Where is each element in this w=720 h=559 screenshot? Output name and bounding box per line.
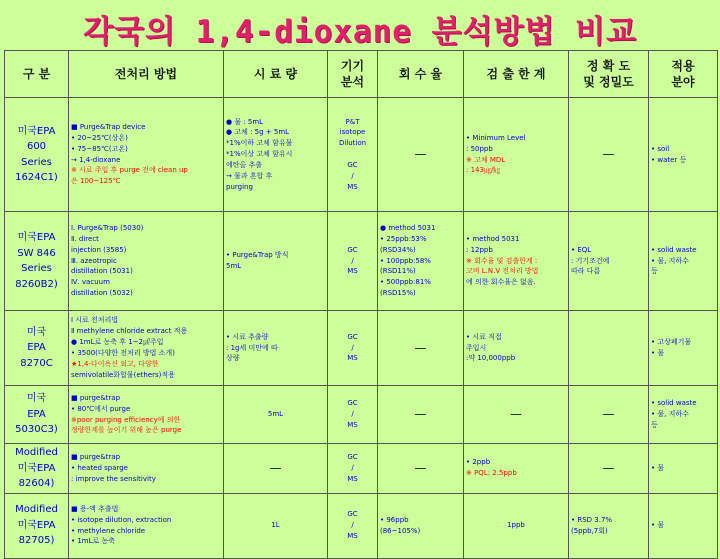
text-line: : 50ppb	[466, 144, 493, 153]
pretreatment-cell	[69, 444, 224, 494]
recovery-cell	[378, 98, 464, 212]
text-line: • 75~85℃(고온)	[71, 144, 128, 153]
header-instrument	[328, 51, 378, 98]
text-line: • 80℃에서 purge	[71, 404, 131, 413]
pretreatment-cell	[69, 311, 224, 386]
field-cell	[649, 98, 718, 212]
sample-amount-cell-text: • Purge&Trap 방식 5mL	[226, 251, 289, 270]
accuracy-cell-text: • EQL : 기기조건에 따라 다름	[571, 245, 610, 276]
instrument-cell-text: GC / MS	[347, 452, 358, 483]
row-label-text: Modified 미국EPA 82705)	[15, 504, 58, 547]
text-line: ■ Purge&Trap device	[71, 122, 146, 131]
pretreatment-cell	[69, 493, 224, 558]
text-line: ※poor purging efficiency에 의한	[71, 415, 181, 424]
sample-amount-cell	[224, 444, 328, 494]
field-cell-text: • 물	[651, 463, 665, 472]
empty-dash: —	[414, 460, 427, 475]
row-label	[5, 493, 69, 558]
instrument-cell	[328, 444, 378, 494]
field-cell	[649, 493, 718, 558]
sample-amount-cell-text: 5mL	[267, 410, 284, 419]
field-cell-text: • soil • water 등	[651, 144, 687, 164]
instrument-cell-text: P&T isotope Dilution GC / MS	[338, 117, 367, 191]
empty-dash: —	[269, 460, 282, 475]
recovery-cell	[378, 493, 464, 558]
text-line: ※ PQL: 2.5ppb	[466, 469, 517, 478]
text-line: Ⅰ 시료 전처리법	[71, 316, 119, 325]
row-label	[5, 386, 69, 444]
detection-limit-cell-text	[466, 457, 566, 479]
sample-amount-cell	[224, 311, 328, 386]
text-line: • 20~25℃(상온)	[71, 133, 128, 142]
pretreatment-cell-text	[71, 122, 221, 187]
header-sample-amount	[224, 51, 328, 98]
field-cell	[649, 212, 718, 311]
text-line: ※ 회수율 및 검출한계 :	[466, 256, 538, 265]
text-line: ※ 시료 주입 후 purge 전에 clean up	[71, 166, 188, 175]
instrument-cell-text: GC / MS	[347, 332, 358, 363]
recovery-cell	[378, 212, 464, 311]
text-line: : 143㎍/㎏	[466, 166, 501, 175]
text-line: ■ purge&trap	[71, 393, 121, 402]
pretreatment-cell-text: ■ 용-액 추출법 • isotope dilution, extraction • methylene chloride • 1mL로 농축	[71, 504, 172, 546]
text-line: • 3500(다양한 전처리 방법 소개)	[71, 349, 175, 357]
text-line: 고비 L.N.V 전처리 방법	[466, 267, 539, 276]
sample-amount-cell	[224, 98, 328, 212]
text-line: • method 5031	[466, 234, 520, 243]
header-category-label: 구 분	[22, 66, 51, 81]
header-recovery-label: 회 수 율	[398, 66, 443, 81]
comparison-table	[4, 50, 718, 559]
header-detection-limit	[464, 51, 569, 98]
header-field-label: 적용 분야	[671, 58, 695, 89]
text-line: ★1,4-다이옥신 외고, 다양한	[71, 359, 159, 368]
detection-limit-cell	[464, 493, 569, 558]
instrument-cell	[328, 493, 378, 558]
instrument-cell-text: GC / MS	[347, 245, 358, 276]
text-line: → 1,4-dioxane	[71, 155, 121, 164]
recovery-cell-text: • 96ppb (86~105%)	[380, 515, 421, 535]
text-line: • 2ppb	[466, 458, 491, 467]
instrument-cell	[328, 386, 378, 444]
detection-limit-cell	[464, 212, 569, 311]
sample-amount-cell	[224, 386, 328, 444]
accuracy-cell	[569, 386, 649, 444]
recovery-cell	[378, 386, 464, 444]
row-label-text: 미국EPA SW 846 Series 8260B2)	[15, 232, 58, 290]
text-line: semivolatile화합물(ethers)적용	[71, 370, 175, 379]
header-pretreatment	[69, 51, 224, 98]
text-line: 정량한계를 높이기 위해 높은 purge	[71, 426, 182, 435]
sample-amount-cell-text: 1L	[271, 521, 280, 530]
text-line: : 12ppb	[466, 245, 493, 254]
field-cell-text: • 물	[651, 521, 665, 530]
pretreatment-cell-text	[71, 393, 221, 436]
instrument-cell	[328, 311, 378, 386]
page-title: 각국의 1,4-dioxane 분석방법 비교	[83, 14, 637, 50]
empty-dash: —	[602, 460, 615, 475]
row-label	[5, 311, 69, 386]
empty-dash: —	[510, 407, 522, 422]
pretreatment-cell-text: Ⅰ. Purge&Trap (5030) Ⅱ. direct injection (3585) Ⅲ. azeotropic distillation (5031) Ⅳ. vacuum distillation (5032)	[71, 224, 144, 298]
pretreatment-cell-text: ■ purge&trap • heated sparge : improve the sensitivity	[71, 452, 156, 483]
row-label	[5, 212, 69, 311]
recovery-cell-text: ● method 5031 • 25ppb:53% (RSD34%) • 100ppb:58% (RSD11%) • 500ppb:81% (RSD15%)	[380, 224, 436, 298]
table-row	[5, 386, 718, 444]
text-line: 은 100~125℃	[71, 177, 121, 186]
row-label-text: Modified 미국EPA 82604)	[15, 447, 58, 489]
pretreatment-cell	[69, 386, 224, 444]
row-label-text: 미국EPA 600 Series 1624C1)	[15, 125, 58, 183]
table-row	[5, 311, 718, 386]
header-instrument-label: 기기 분석	[340, 58, 365, 89]
header-pretreatment-label: 전처리 방법	[114, 66, 178, 81]
accuracy-cell	[569, 98, 649, 212]
table-row	[5, 444, 718, 494]
pretreatment-cell-text	[71, 315, 221, 380]
header-accuracy	[569, 51, 649, 98]
header-accuracy-label: 정 확 도 및 정밀도	[583, 58, 634, 89]
detection-limit-cell-text	[466, 133, 566, 176]
empty-dash: —	[602, 407, 615, 422]
field-cell	[649, 444, 718, 494]
sample-amount-cell-text: • 시료 추출량 : 1g세 미만에 따 상량	[226, 332, 278, 363]
sample-amount-cell	[224, 493, 328, 558]
instrument-cell	[328, 98, 378, 212]
instrument-cell-text: GC / MS	[347, 399, 358, 429]
empty-dash: —	[414, 407, 427, 422]
row-label-text: 미국 EPA 5030C3)	[15, 393, 58, 436]
instrument-cell	[328, 212, 378, 311]
text-line: • Minimum Level	[466, 133, 526, 142]
text-line: Ⅱ methylene chloride extract 적용	[71, 327, 188, 336]
empty-dash: —	[414, 340, 427, 355]
detection-limit-cell	[464, 311, 569, 386]
field-cell	[649, 386, 718, 444]
field-cell	[649, 311, 718, 386]
sample-amount-cell-text: ● 물 : 5mL ● 고체 : 5g + 5mL *1%이하 고체 함유물 *1%이상 고체 함유시 에탄올 추출 → 물과 혼합 후 purging	[226, 117, 293, 191]
table-row	[5, 493, 718, 558]
detection-limit-cell	[464, 444, 569, 494]
text-line: 에 의한 회수율은 없음.	[466, 278, 536, 287]
header-sample-label: 시 료 량	[253, 66, 298, 81]
recovery-cell	[378, 311, 464, 386]
row-label	[5, 444, 69, 494]
text-line: ● 1mL로 농축 후 1~2㎕주입	[71, 338, 164, 347]
table-row	[5, 212, 718, 311]
accuracy-cell-text: • RSD 3.7% (5ppb,7회)	[571, 515, 613, 535]
pretreatment-cell	[69, 212, 224, 311]
header-category	[5, 51, 69, 98]
detection-limit-cell	[464, 386, 569, 444]
empty-dash: —	[602, 147, 615, 162]
pretreatment-cell	[69, 98, 224, 212]
row-label	[5, 98, 69, 212]
header-row	[5, 51, 718, 98]
header-recovery	[378, 51, 464, 98]
empty-dash: —	[414, 147, 427, 162]
detection-limit-cell-text: • 시료 직접 주입시 :약 10,000ppb	[466, 332, 516, 363]
accuracy-cell	[569, 212, 649, 311]
recovery-cell	[378, 444, 464, 494]
sample-amount-cell	[224, 212, 328, 311]
field-cell-text: • 고상폐기물 • 물	[651, 338, 692, 357]
instrument-cell-text: GC / MS	[347, 510, 358, 540]
header-field	[649, 51, 718, 98]
text-line: ※ 고체 MDL	[466, 155, 506, 164]
accuracy-cell	[569, 311, 649, 386]
accuracy-cell	[569, 493, 649, 558]
accuracy-cell	[569, 444, 649, 494]
field-cell-text: • solid waste • 물, 지하수 등	[651, 245, 697, 276]
detection-limit-cell	[464, 98, 569, 212]
detection-limit-cell-text	[466, 234, 566, 288]
field-cell-text: • solid waste • 물, 지하수 등	[651, 399, 697, 429]
table-row	[5, 98, 718, 212]
header-detection-label: 검 출 한 계	[486, 66, 546, 81]
row-label-text: 미국 EPA 8270C	[20, 326, 53, 369]
detection-limit-cell-text: 1ppb	[507, 521, 525, 530]
